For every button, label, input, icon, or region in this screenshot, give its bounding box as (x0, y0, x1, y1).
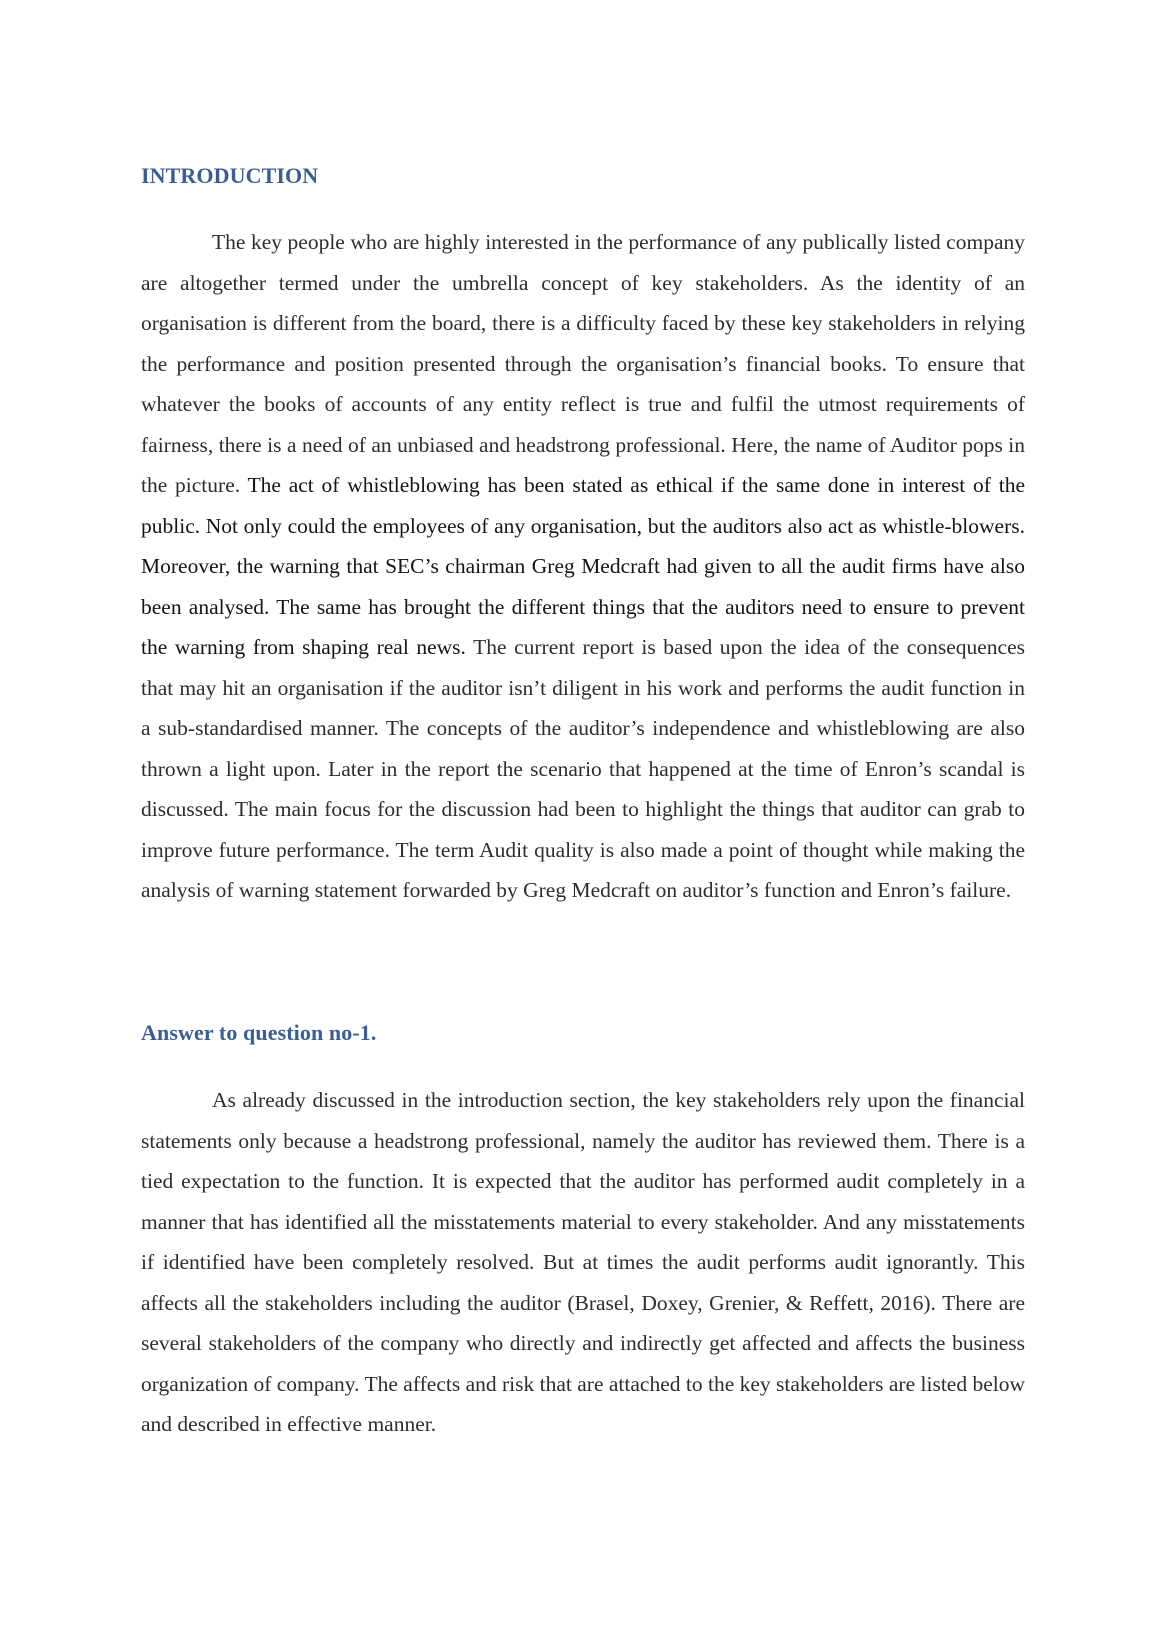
introduction-paragraph (141, 222, 1025, 911)
introduction-text-whistleblowing: The act of whistleblowing has been stated as ethical if the same done in interest of the public. Not only could the employees of any organisation, but the auditors also act as whistle-blowers. Moreover, the warning that SEC’s chairman Greg Medcraft had given to all the audit firms have also been analysed. The same has brought the different things that the auditors need to ensure to prevent the warning from shaping real news. (141, 473, 1025, 659)
introduction-heading: INTRODUCTION (141, 163, 319, 188)
answer-question-1-paragraph: As already discussed in the introduction section, the key stakeholders rely upon the financial statements only because a headstrong professional, namely the auditor has reviewed them. There is a tied expectation to the function. It is expected that the auditor has performed audit completely in a manner that has identified all the misstatements material to every stakeholder. And any misstatements if identified have been completely resolved. But at times the audit performs audit ignorantly. This affects all the stakeholders including the auditor (Brasel, Doxey, Grenier, & Reffett, 2016). There are several stakeholders of the company who directly and indirectly get affected and affects the business organization of company. The affects and risk that are attached to the key stakeholders are listed below and described in effective manner. (141, 1088, 1025, 1436)
introduction-text-part3: The current report is based upon the idea of the consequences that may hit an organisation if the auditor isn’t diligent in his work and performs the audit function in a sub-standardised manner. The concepts of the auditor’s independence and whistleblowing are also thrown a light upon. Later in the report the scenario that happened at the time of Enron’s scandal is discussed. The main focus for the discussion had been to highlight the things that auditor can grab to improve future performance. The term Audit quality is also made a point of thought while making the analysis of warning statement forwarded by Greg Medcraft on auditor’s function and Enron’s failure. (141, 635, 1025, 902)
answer-question-1-heading: Answer to question no-1. (141, 1020, 377, 1045)
introduction-text-part1: The key people who are highly interested in the performance of any publically listed company are altogether termed under the umbrella concept of key stakeholders. As the identity of an organisation is different from the board, there is a difficulty faced by these key stakeholders in relying the performance and position presented through the organisation’s financial books. To ensure that whatever the books of accounts of any entity reflect is true and fulfil the utmost requirements of fairness, there is a need of an unbiased and headstrong professional. Here, the name of Auditor pops in the picture. (141, 230, 1025, 497)
